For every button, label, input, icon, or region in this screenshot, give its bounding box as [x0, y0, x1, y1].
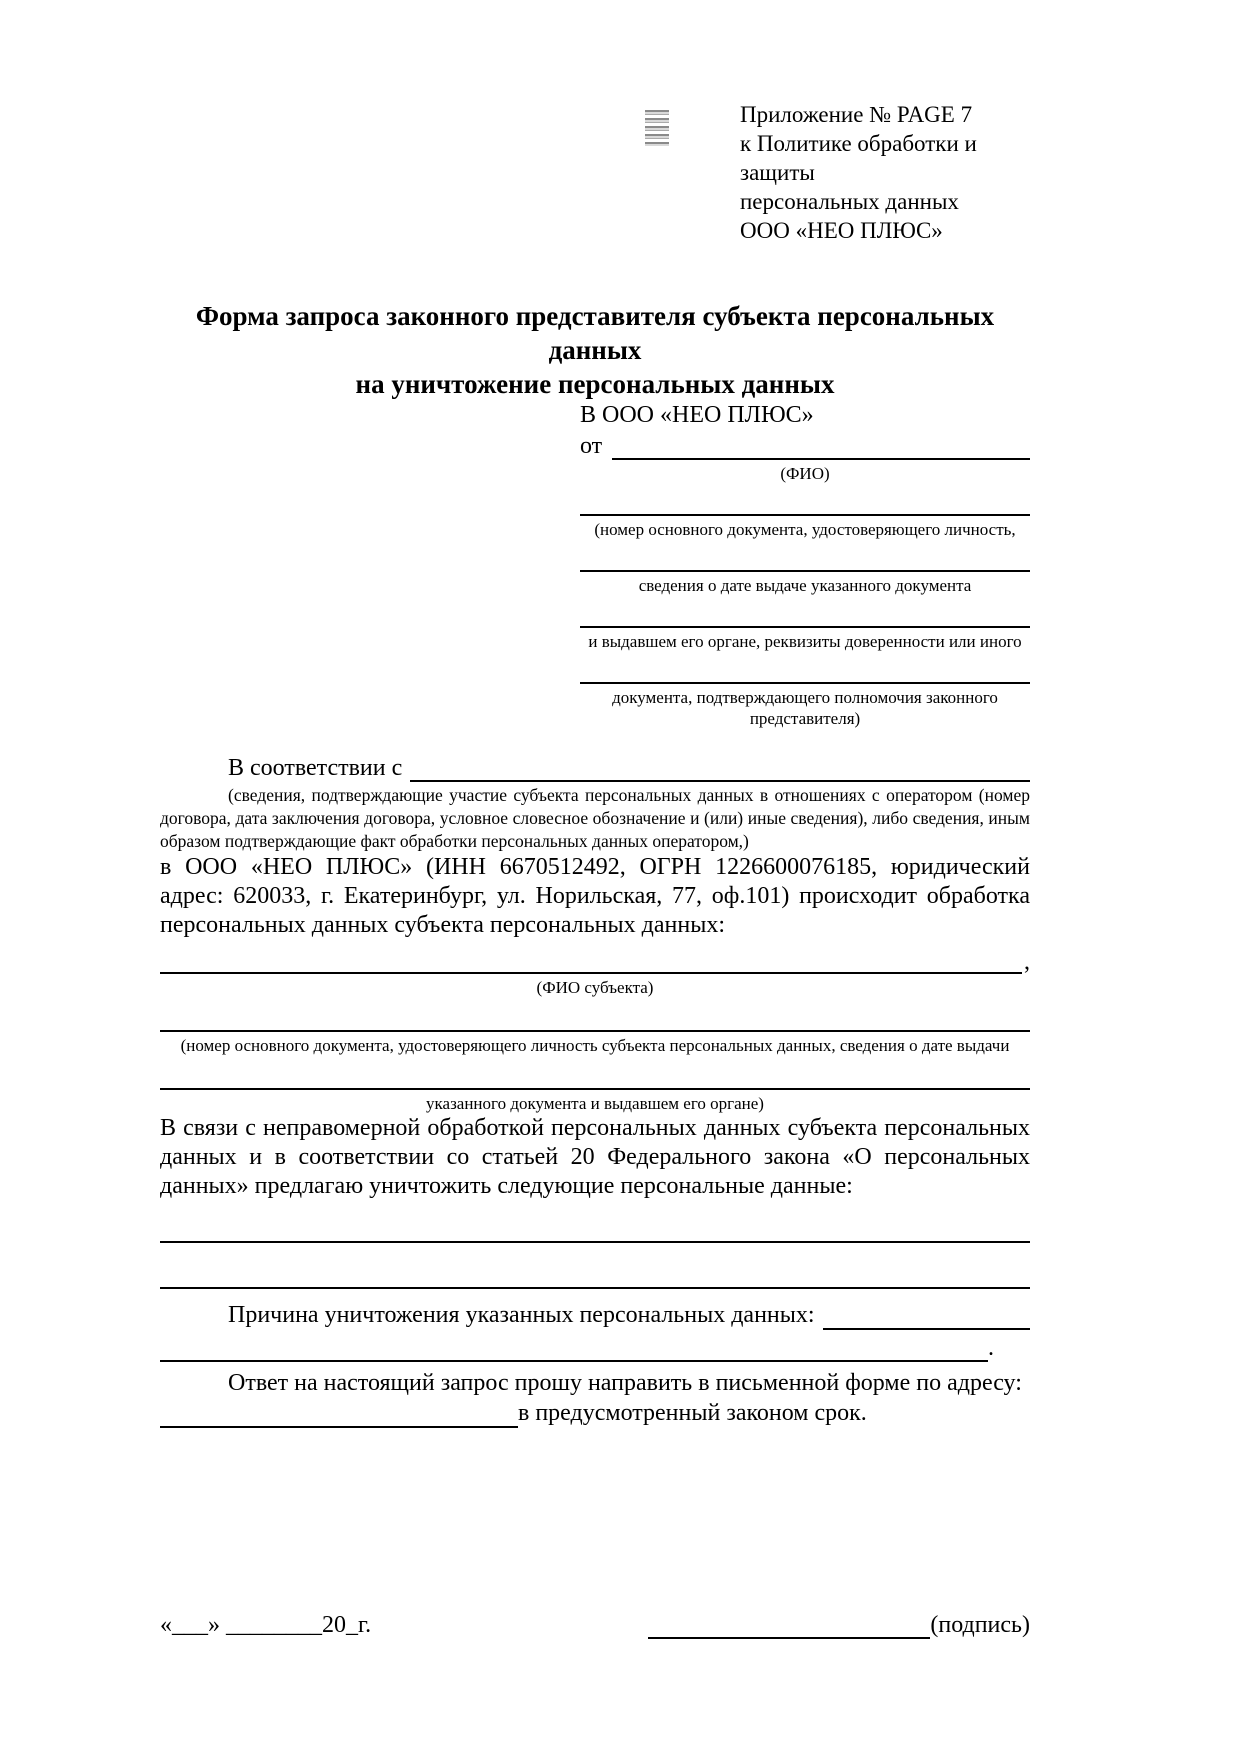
appendix-line-3: персональных данных: [740, 189, 959, 214]
reply-address-line: Ответ на настоящий запрос прошу направить в письменной форме по адресу:: [228, 1370, 1022, 1396]
subject-fio-blank-field[interactable]: [160, 940, 1022, 974]
caption-doc-authority: и выдавшем его органе, реквизиты доверенности или иного: [588, 632, 1022, 651]
addressee-line: В ООО «НЕО ПЛЮС»: [580, 402, 814, 428]
reply-address-blank-field[interactable]: [160, 1399, 518, 1428]
reply-term-row: [160, 1398, 1030, 1428]
reason-label: Причина уничтожения указанных персональных данных:: [228, 1302, 815, 1328]
document-title: [160, 299, 1030, 401]
caption-subject-doc-authority: указанного документа и выдавшем его органе): [426, 1094, 764, 1113]
title-line-2: на уничтожение персональных данных: [355, 369, 835, 399]
subject-fio-comma: ,: [1024, 949, 1030, 975]
from-label: от: [580, 433, 603, 459]
fio-blank-field[interactable]: [612, 431, 1030, 460]
title-line-1: Форма запроса законного представителя субъекта персональных данных: [195, 301, 995, 365]
caption-doc-issue-date: сведения о дате выдаче указанного документа: [638, 576, 972, 595]
subject-doc-blank-field[interactable]: [160, 998, 1030, 1032]
doc-number-blank-field[interactable]: [580, 484, 1030, 516]
accordance-row: [160, 753, 1030, 782]
appendix-line-1: Приложение № PAGE 7: [740, 102, 973, 127]
reason-row: [160, 1301, 1030, 1330]
power-of-attorney-blank-field[interactable]: [580, 652, 1030, 684]
subject-doc-authority-blank-field[interactable]: [160, 1056, 1030, 1090]
formatting-marks-icon: [645, 110, 669, 146]
signature-row: [160, 1610, 1030, 1639]
reply-term-text: в предусмотренный законом срок.: [518, 1400, 867, 1426]
from-row: [580, 431, 1030, 460]
appendix-line-2: к Политике обработки и защиты: [740, 131, 977, 185]
reason-blank-field-2[interactable]: [160, 1330, 988, 1362]
caption-fio: (ФИО): [780, 464, 830, 483]
accordance-label: В соответствии с: [228, 755, 403, 781]
appendix-block: [740, 100, 1052, 245]
accordance-note: (сведения, подтверждающие участие субъекта персональных данных в отношениях с оператором (номер договора, дата заключения договора, условное словесное обозначение и (или) иные сведения), либо сведения, иным образом подтверждающие факт обработки персональных данных оператором,): [160, 785, 1030, 851]
subject-fio-row: [160, 940, 1030, 974]
doc-authority-blank-field[interactable]: [580, 596, 1030, 628]
signature-group: [648, 1610, 1030, 1639]
operator-paragraph: в ООО «НЕО ПЛЮС» (ИНН 6670512492, ОГРН 1226600076185, юридический адрес: 620033, г. Екатеринбург, ул. Норильская, 77, оф.101) происходит обработка персональных данных субъекта персональных данных:: [160, 854, 1030, 938]
caption-doc-number: (номер основного документа, удостоверяющего личность,: [594, 520, 1016, 539]
appendix-line-4: ООО «НЕО ПЛЮС»: [740, 218, 943, 243]
data-to-destroy-blank-field-1[interactable]: [160, 1201, 1030, 1243]
date-line: «___» ________20_г.: [160, 1612, 372, 1638]
caption-power-of-attorney: документа, подтверждающего полномочия законного представителя): [612, 688, 998, 728]
addressee-block: [580, 401, 1030, 729]
signature-caption: (подпись): [930, 1612, 1030, 1638]
reason-continuation-row: [160, 1330, 1030, 1362]
request-paragraph: В связи с неправомерной обработкой персональных данных субъекта персональных данных и в соответствии со статьей 20 Федерального закона «О персональных данных» предлагаю уничтожить следующие персональные данные:: [160, 1115, 1030, 1199]
caption-subject-fio: (ФИО субъекта): [536, 978, 654, 997]
reason-period: .: [988, 1335, 994, 1361]
signature-blank-field[interactable]: [648, 1610, 930, 1639]
reason-blank-field[interactable]: [823, 1301, 1030, 1330]
accordance-blank-field[interactable]: [410, 753, 1030, 782]
data-to-destroy-blank-field-2[interactable]: [160, 1243, 1030, 1289]
caption-subject-doc: (номер основного документа, удостоверяющего личность субъекта персональных данных, сведения о дате выдачи: [180, 1036, 1010, 1055]
doc-issue-date-blank-field[interactable]: [580, 540, 1030, 572]
